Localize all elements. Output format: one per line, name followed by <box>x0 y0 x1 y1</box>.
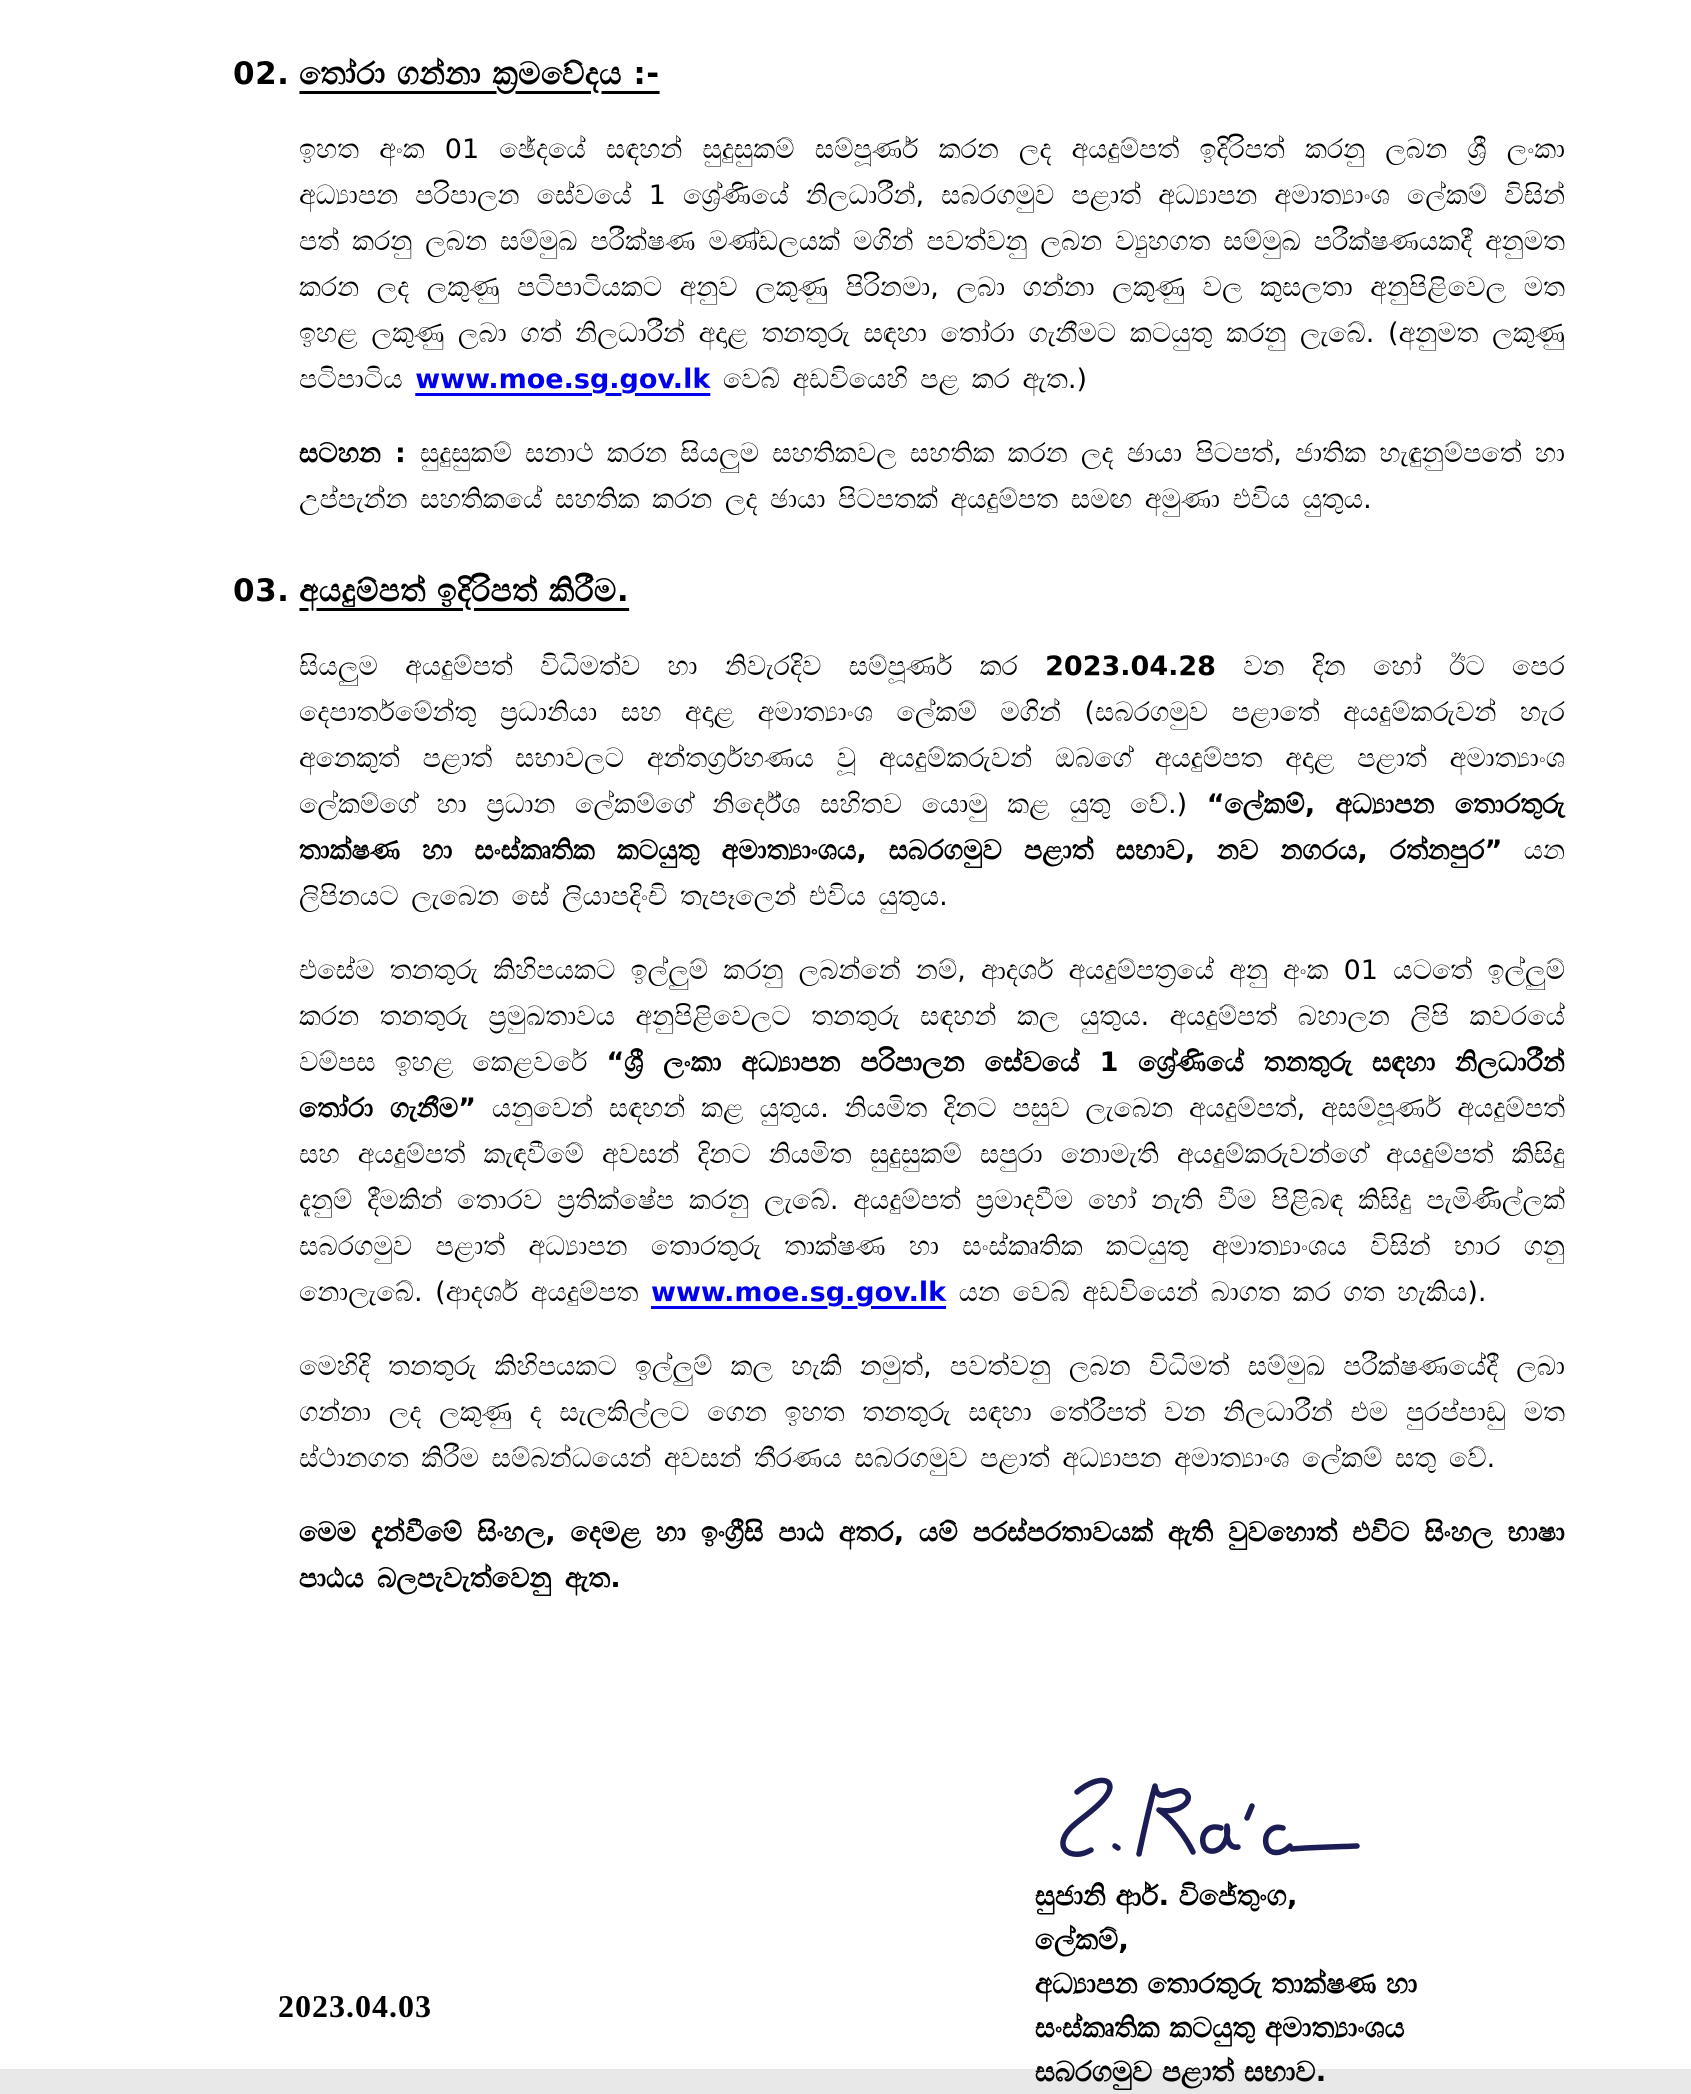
section-03-heading <box>233 573 1691 610</box>
body-text: යන ලිපිනයට ලැබෙන සේ ලියාපදිංචි තැපෑලෙන් එවිය යුතුය. <box>299 835 1565 912</box>
bold-text: මෙම දැන්වීමේ සිංහල, දෙමළ හා ඉංග්‍රීසි පාඨ අතර, යම් පරස්පරතාවයක් ඇති වුවහොත් එවිට සිංහල භාෂා පාඨය බලපැවැත්වෙනු ඇත. <box>299 1517 1565 1594</box>
section-02-number: 02. <box>233 56 290 92</box>
bold-text: 2023.04.28 <box>1045 651 1216 682</box>
paragraph <box>299 948 1565 1316</box>
signature-image <box>1035 1770 1365 1870</box>
signature-block <box>1035 1770 1595 2094</box>
signatory-name: සුජානි ආර්. විජේතුංග, <box>1035 1879 1298 1912</box>
body-text: යන වෙබ් අඩවියෙන් බාගත කර ගත හැකිය). <box>946 1277 1487 1308</box>
signature-line: ලේකම්, <box>1035 1923 1129 1956</box>
signature-line: අධ්‍යාපන තොරතුරු තාක්ෂණ හා <box>1035 1967 1418 2000</box>
bold-text: සටහන : <box>299 438 420 469</box>
paragraph <box>299 127 1565 403</box>
section-02-heading <box>233 56 1691 93</box>
signature-line: සබරගමුව පළාත් සභාව. <box>1035 2055 1327 2088</box>
body-text: සුදුසුකම් සනාථ කරන සියලුම සහතිකවල සහතික කරන ලද ඡායා පිටපත්, ජාතික හැඳුනුම්පතේ හා උප්පැන්න සහතිකයේ සහතික කරන ලද ඡායා පිටපතක් අයදුම්පත සමඟ අමුණා එවිය යුතුය. <box>299 438 1565 515</box>
body-text: වෙබ් අඩවියෙහි පළ කර ඇත.) <box>710 364 1087 395</box>
section-03-title: අයදුම්පත් ඉදිරිපත් කිරීම. <box>299 573 630 609</box>
section-03-paragraphs <box>0 644 1691 1602</box>
section-02 <box>0 56 1691 523</box>
body-text: සියලුම අයදුම්පත් විධිමත්ව හා නිවැරදිව සම්පූර්ණ කර <box>299 651 1046 682</box>
section-03-number: 03. <box>233 573 290 609</box>
body-text: යනුවෙන් සඳහන් කළ යුතුය. නියමිත දිනට පසුව ලැබෙන අයදුම්පත්, අසම්පූර්ණ අයදුම්පත් සහ අයදුම්පත් කැඳවීමේ අවසන් දිනට නියමිත සුදුසුකම් සපුරා නොමැති අයදුම්කරුවන්ගේ අයදුම්පත් කිසිදු දැනුම් දීමකින් තොරව ප්‍රතික්ෂේප කරනු ලැබේ. අයදුම්පත් ප්‍රමාදවීම හෝ නැති වීම පිළිබඳ කිසිදු පැමිණිල්ලක් සබරගමුව පළාත් අධ්‍යාපන තොරතුරු තාක්ෂණ හා සංස්කෘතික කටයුතු අමාත්‍යාංශය විසින් භාර ගනු නොලැබේ. (ආදර්ශ අයදුම්පත <box>299 1093 1565 1308</box>
signature-line: සංස්කෘතික කටයුතු අමාත්‍යාංශය <box>1035 2011 1405 2044</box>
section-02-title: තෝරා ගන්නා ක්‍රමවේදය :- <box>299 56 660 92</box>
paragraph <box>299 1344 1565 1482</box>
document-content <box>0 56 1691 1602</box>
signatory-lines <box>1035 1918 1595 2094</box>
body-text: මෙහිදි තනතුරු කිහිපයකට ඉල්ලුම් කල හැකි නමුත්, පවත්වනු ලබන විධිමත් සම්මුඛ පරීක්ෂණයේදී ලබා ගන්නා ලද ලකුණු ද සැලකිල්ලට ගෙන ඉහත තනතුරු සඳහා තේරීපත් වන නිලධාරීන් එම පුරප්පාඩු මත ස්ථානගත කිරීම සම්බන්ධයෙන් අවසන් තීරණය සබරගමුව පළාත් අධ්‍යාපන අමාත්‍යාංශ ලේකම් සතු වේ. <box>299 1351 1565 1474</box>
section-03 <box>0 573 1691 1602</box>
paragraph <box>299 431 1565 523</box>
moe-website-link[interactable]: www.moe.sg.gov.lk <box>651 1277 947 1308</box>
body-text: එසේම තනතුරු කිහිපයකට ඉල්ලුම් කරනු ලබන්නේ නම්, ආදර්ශ අයදුම්පත්‍රයේ අනු අංක 01 යටතේ ඉල්ලුම් කරන තනතුරු ප්‍රමුඛතාවය අනුපිළිවෙලට තනතුරු සඳහන් කල යුතුය. අයදුම්පත් බහාලන ලිපි කවරයේ වම්පස ඉහළ කෙළවරේ <box>299 955 1565 1078</box>
body-text: ඉහත අංක 01 ඡේදයේ සඳහන් සුදුසුකම් සම්පූර්ණ කරන ලද අයදුම්පත් ඉදිරිපත් කරනු ලබන ශ්‍රී ලංකා අධ්‍යාපන පරිපාලන සේවයේ 1 ශ්‍රේණියේ නිලධාරීන්, සබරගමුව පළාත් අධ්‍යාපන අමාත්‍යාංශ ලේකම් විසින් පත් කරනු ලබන සම්මුඛ පරීක්ෂණ මණ්ඩලයක් මගින් පවත්වනු ලබන ව්‍යුහගත සම්මුඛ පරීක්ෂණයකදී අනුමත කරන ලද ලකුණු පටිපාටියකට අනුව ලකුණු පිරිනමා, ලබා ගන්නා ලකුණු වල කුසලතා අනුපිළිවෙල මත ඉහළ ලකුණු ලබා ගත් නිලධාරීන් අදාළ තනතුරු සඳහා තෝරා ගැනීමට කටයුතු කරනු ලැබේ. (අනුමත ලකුණු පටිපාටිය <box>299 134 1565 395</box>
document-date: 2023.04.03 <box>278 1988 432 2024</box>
bold-text: “ශ්‍රී ලංකා අධ්‍යාපන පරිපාලන සේවයේ 1 ශ්‍රේණියේ තනතුරු සඳහා නිලධාරීන් තෝරා ගැනීම” <box>299 1047 1565 1124</box>
paragraph <box>299 1510 1565 1602</box>
section-gap <box>0 523 1691 573</box>
section-02-paragraphs <box>0 127 1691 523</box>
moe-website-link[interactable]: www.moe.sg.gov.lk <box>415 364 711 395</box>
bold-text: “ලේකම්, අධ්‍යාපන තොරතුරු තාක්ෂණ හා සංස්කෘතික කටයුතු අමාත්‍යාංශය, සබරගමුව පළාත් සභාව, නව නගරය, රත්නපුර” <box>299 789 1565 866</box>
paragraph <box>299 644 1565 920</box>
body-text: වන දින හෝ ඊට පෙර දෙපාර්තමේන්තු ප්‍රධානියා සහ අදාළ අමාත්‍යාංශ ලේකම් මගින් (සබරගමුව පළාතේ අයදුම්කරුවන් හැර අනෙකුත් පළාත් සභාවලට අන්තර්ග්‍රහණය වූ අයදුම්කරුවන් ඔබගේ අයදුම්පත අදාළ පළාත් අමාත්‍යාංශ ලේකම්ගේ හා ප්‍රධාන ලේකම්ගේ නිර්දේශ සහිතව යොමු කළ යුතු වේ.) <box>299 651 1565 820</box>
